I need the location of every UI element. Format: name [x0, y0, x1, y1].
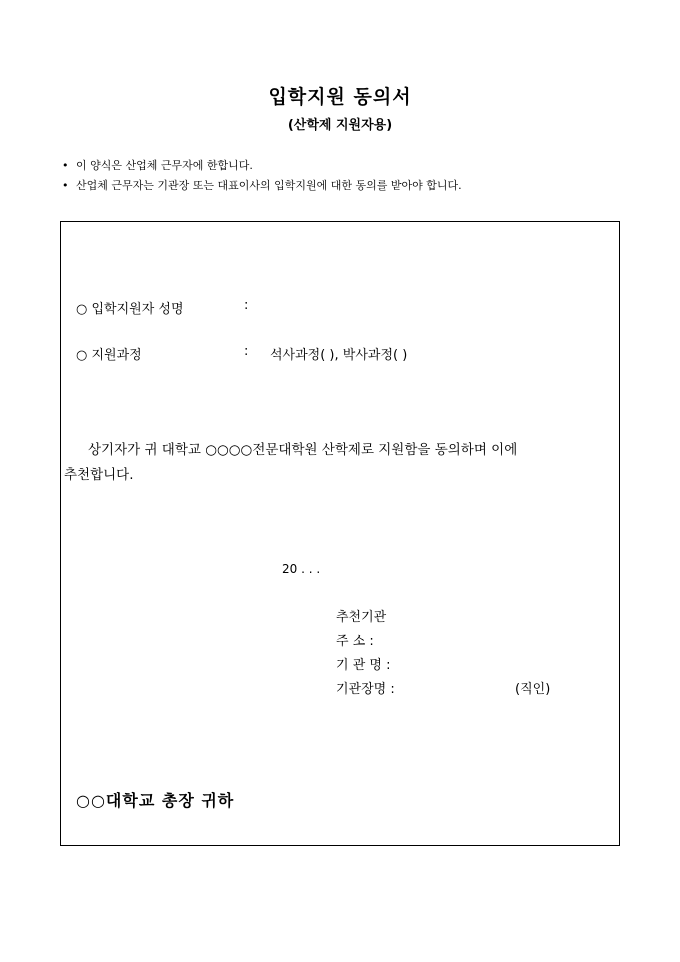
note-item: [62, 156, 462, 176]
course-label: ○ 지원과정: [76, 348, 142, 363]
recommender-head-label: 기관장명 :: [336, 682, 395, 697]
course-colon: :: [244, 344, 249, 359]
applicant-name-label: ○ 입학지원자 성명: [76, 302, 184, 317]
consent-line-1: 상기자가 귀 대학교 ○○○○전문대학원 산학제로 지원함을 동의하며 이에: [88, 442, 518, 458]
bullet-icon: •: [62, 159, 69, 172]
seal-label: (직인): [515, 682, 551, 697]
recommender-org-label: 기 관 명 :: [336, 658, 391, 673]
course-options: 석사과정( ), 박사과정( ): [270, 348, 408, 363]
recommender-heading: 추천기관: [336, 610, 387, 625]
date-line: 20 . . .: [282, 562, 321, 576]
document-subtitle: (산학제 지원자용): [287, 118, 393, 133]
document-title: 입학지원 동의서: [268, 86, 412, 108]
notes-list: [62, 156, 462, 196]
recommender-address-label: 주 소 :: [336, 634, 374, 649]
note-text: 산업체 근무자는 기관장 또는 대표이사의 입학지원에 대한 동의를 받아야 합니다.: [76, 179, 462, 192]
applicant-name-colon: :: [244, 298, 249, 313]
addressee: ○○대학교 총장 귀하: [76, 791, 235, 810]
note-text: 이 양식은 산업체 근무자에 한합니다.: [76, 159, 253, 172]
consent-paragraph: [64, 438, 608, 488]
note-item: [62, 176, 462, 196]
consent-line-2: 추천합니다.: [64, 467, 134, 483]
bullet-icon: •: [62, 179, 69, 192]
